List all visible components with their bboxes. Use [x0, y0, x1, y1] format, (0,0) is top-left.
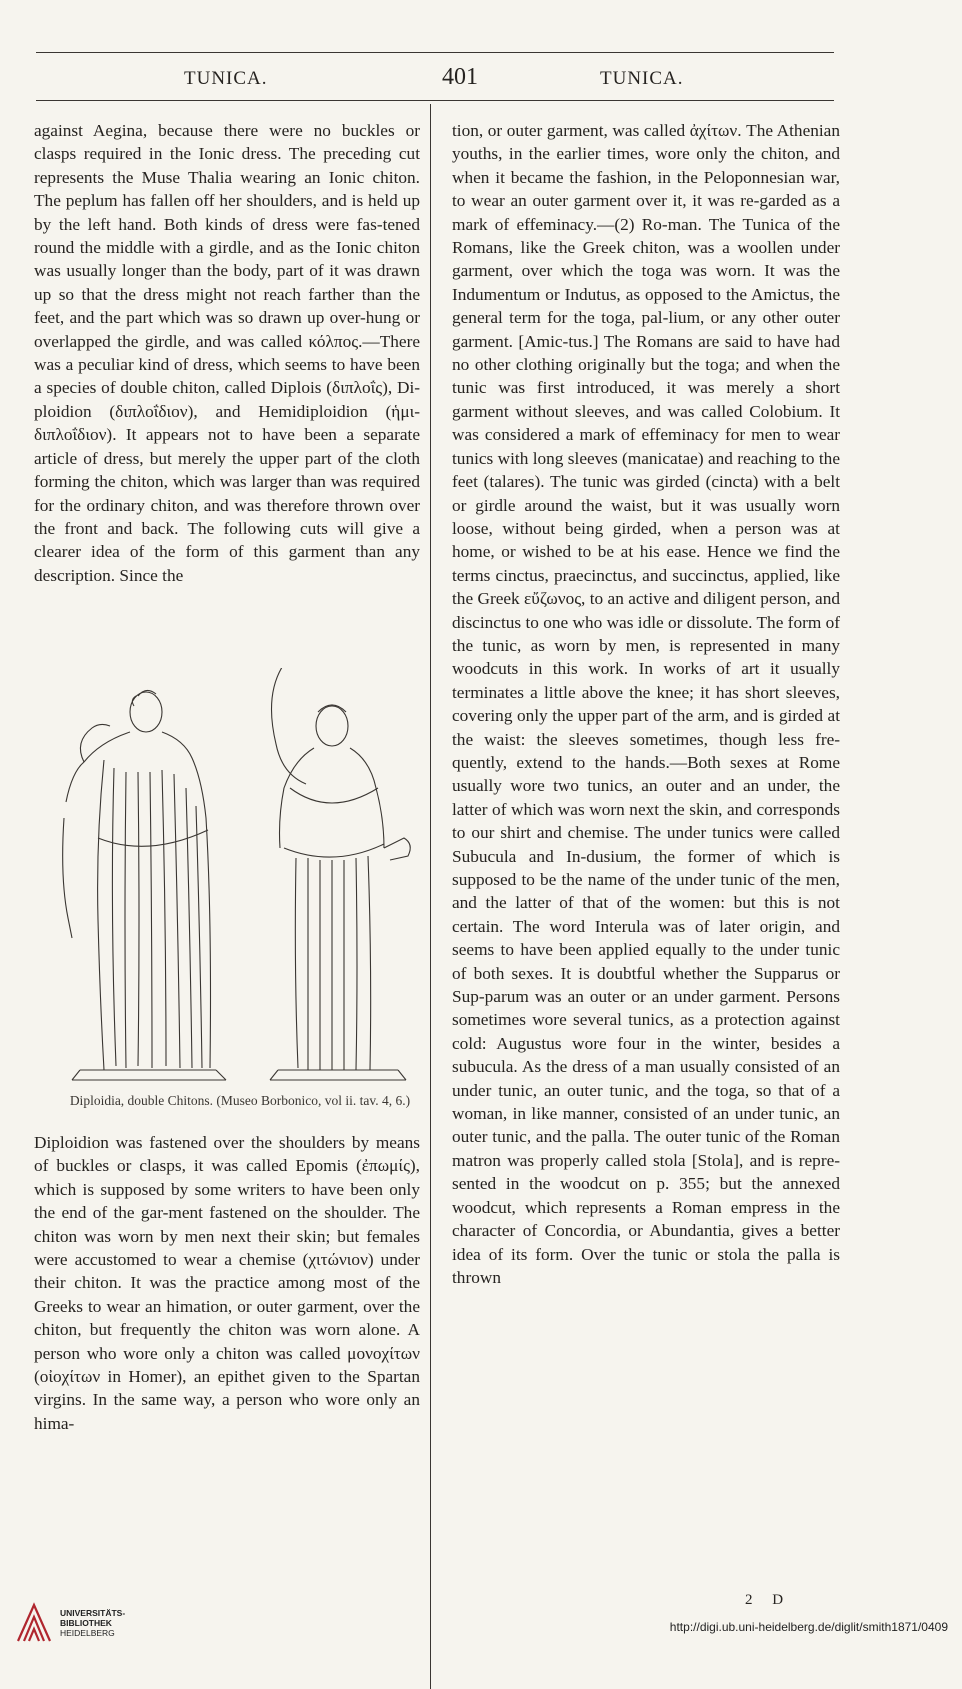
woodcut-figure-double-chitons: [34, 668, 442, 1086]
header-rule: [36, 100, 834, 101]
right-column-text: [452, 119, 840, 1289]
signature-mark: 2 D: [745, 1592, 792, 1608]
running-head-left: TUNICA.: [184, 68, 268, 89]
institution-line-1: UNIVERSITÄTS-: [60, 1608, 126, 1618]
source-url-link[interactable]: http://digi.ub.uni-heidelberg.de/diglit/smith1871/0409: [669, 1620, 948, 1634]
left-column-bottom-text: [34, 1131, 420, 1435]
paragraph: Diploidion was fastened over the shoulders by means of buckles or clasps, it was called Epomis (ἐπωμίς), which is supposed by some writers to have been only the end of the gar-ment fastened on the shoulder. The chiton was worn by men next their skin; but females were accustomed to wear a chemise (χιτώνιον) under their chiton. It was the practice among most of the Greeks to wear an himation, or outer garment, over the chiton, but frequently the chiton was worn alone. A person who wore only a chiton was called μονοχίτων (οἰοχίτων in Homer), an epithet given to the Spartan virgins. In the same way, a person who wore only an hima-: [34, 1133, 420, 1433]
page-number: 401: [442, 64, 478, 90]
institution-line-3: HEIDELBERG: [60, 1628, 115, 1638]
paragraph: against Aegina, because there were no buckles or clasps required in the Ionic dress. The preceding cut represents the Muse Thalia wearing an Ionic chiton. The peplum has fallen off her shoulders, and is held up by the left hand. Both kinds of dress were fas-tened round the middle with a girdle, and as the Ionic chiton was usually longer than the body, part of it was drawn up so that the dress might not reach farther than the feet, and the part which was so drawn up over-hung or overlapped the girdle, and was called κόλπος.—There was a peculiar kind of dress, which seems to have been a species of double chiton, called Diplois (διπλοΐς), Di-ploidion (διπλοΐδιον), and Hemidiploidion (ἡμι-διπλοΐδιον). It appears not to have been a separate article of dress, but merely the upper part of the cloth forming the chiton, which was larger than was required for the ordinary chiton, and was therefore thrown over the front and back. The following cuts will give a clearer idea of the form of this garment than any description. Since the: [34, 121, 420, 585]
university-library-logo-icon: [14, 1601, 54, 1645]
figure-caption: Diploidia, double Chitons. (Museo Borbonico, vol ii. tav. 4, 6.): [69, 1093, 411, 1108]
paragraph: tion, or outer garment, was called ἀχίτων. The Athenian youths, in the earlier times, wore only the chiton, and when it became the fashion, in the Peloponnesian war, to wear an outer garment over it, it was re-garded as a mark of effeminacy.—(2) Ro-man. The Tunica of the Romans, like the Greek chiton, was a woollen under garment, over which the toga was worn. It was the Indumentum or Indutus, as opposed to the Amictus, the general term for the toga, pal-lium, or any other outer garment. [Amic-tus.] The Romans are said to have had no other clothing originally but the toga; and when the tunic was first introduced, it was merely a short garment without sleeves, and was called Colobium. It was considered a mark of effeminacy for men to wear tunics with long sleeves (manicatae) and reaching to the feet (talares). The tunic was girded (cincta) with a belt or girdle around the waist, but it was usually worn loose, without being girded, when a person was at home, or wished to be at his ease. Hence we find the terms cinctus, praecinctus, and succinctus, applied, like the Greek εὔζωνος, to an active and diligent person, and discinctus to one who was idle or dissolute. The form of the tunic, as worn by men, is represented in many woodcuts in this work. In works of art it usually terminates a little above the knee; it has short sleeves, covering only the upper part of the arm, and is girded at the waist: the sleeves sometimes, though less fre-quently, extend to the hands.—Both sexes at Rome usually wore two tunics, an outer and an under, the latter of which was worn next the skin, and corresponds to our shirt and chemise. The under tunics were called Subucula and In-dusium, the former of which is supposed to be the name of the under tunic of the men, and the latter of that of the women: but this is not certain. The word Interula was of later origin, and seems to have been applied equally to the under tunic of both sexes. It is doubtful whether the Supparus or Sup-parum was an outer or an under garment. Persons sometimes wore several tunics, as a protection against cold: Augustus wore four in the winter, besides a subucula. As the dress of a man usually consisted of an under tunic, an outer tunic, and the toga, so that of a woman, in like manner, consisted of an under tunic, an outer tunic, and the palla. The outer tunic of the Roman matron was properly called stola [Stola], and is repre-sented in the woodcut on p. 355; but the annexed woodcut, which represents a Roman empress in the character of Concordia, or Abundantia, gives a better idea of its form. Over the tunic or stola the palla is thrown: [452, 121, 840, 1287]
running-head-right: TUNICA.: [600, 68, 684, 89]
institution-line-2: BIBLIOTHEK: [60, 1618, 112, 1628]
top-rule: [36, 52, 834, 53]
left-column-top-text: [34, 119, 420, 587]
institution-name: [60, 1608, 125, 1638]
